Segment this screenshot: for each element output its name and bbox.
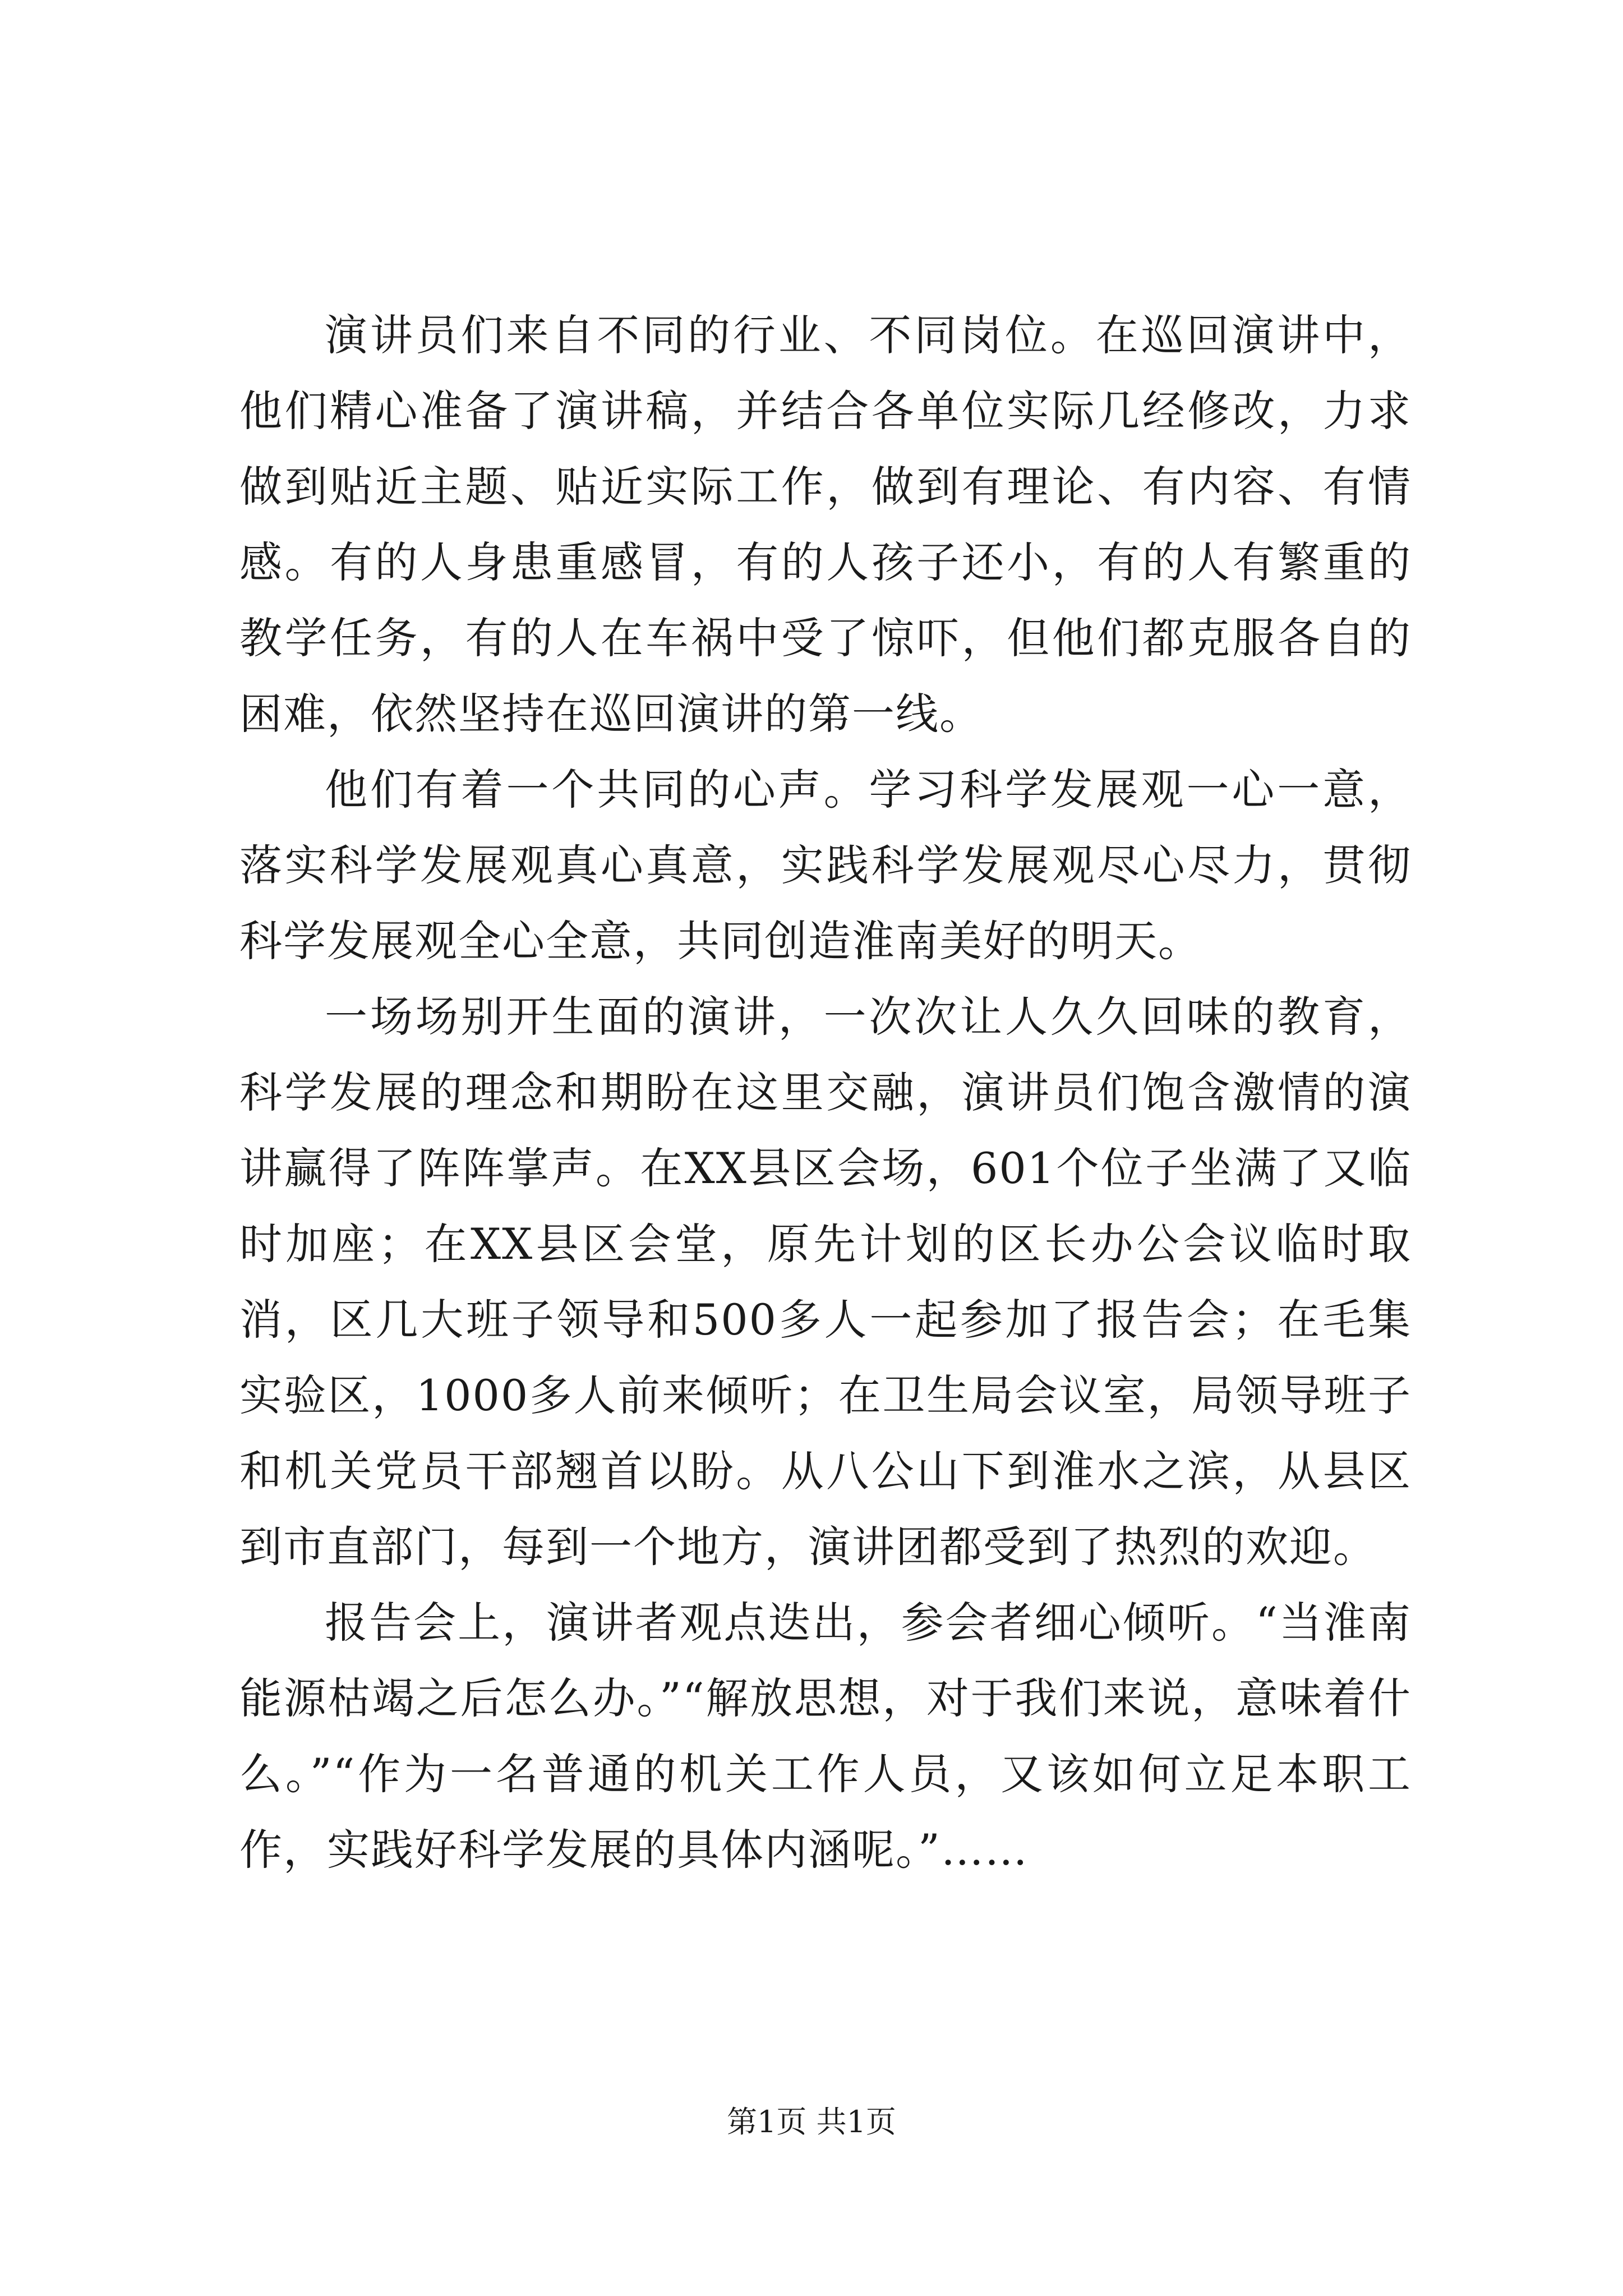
paragraph-1: 演讲员们来自不同的行业、不同岗位。在巡回演讲中，他们精心准备了演讲稿，并结合各单位实际几经修改，力求做到贴近主题、贴近实际工作，做到有理论、有内容、有情感。有的人身患重感冒，有的人孩子还小，有的人有繁重的教学任务，有的人在车祸中受了惊吓，但他们都克服各自的困难，依然坚持在巡回演讲的第一线。 (239, 310, 1412, 739)
paragraph-3: 一场场别开生面的演讲，一次次让人久久回味的教育，科学发展的理念和期盼在这里交融，演讲员们饱含激情的演讲赢得了阵阵掌声。在XX县区会场，601个位子坐满了又临时加座；在XX县区会堂，原先计划的区长办公会议临时取消，区几大班子领导和500多人一起参加了报告会；在毛集实验区，1000多人前来倾听；在卫生局会议室，局领导班子和机关党员干部翘首以盼。从八公山下到淮水之滨，从县区到市直部门，每到一个地方，演讲团都受到了热烈的欢迎。 (239, 992, 1412, 1572)
paragraph-4: 报告会上，演讲者观点迭出，参会者细心倾听。“当淮南能源枯竭之后怎么办。”“解放思想，对于我们来说，意味着什么。”“作为一名普通的机关工作人员，又该如何立足本职工作，实践好科学发展的具体内涵呢。”…… (239, 1598, 1412, 1875)
document-body (239, 297, 1412, 1888)
page-number-footer: 第1页 共1页 (727, 2104, 896, 2139)
paragraph-2: 他们有着一个共同的心声。学习科学发展观一心一意，落实科学发展观真心真意，实践科学发展观尽心尽力，贯彻科学发展观全心全意，共同创造淮南美好的明天。 (239, 765, 1412, 966)
